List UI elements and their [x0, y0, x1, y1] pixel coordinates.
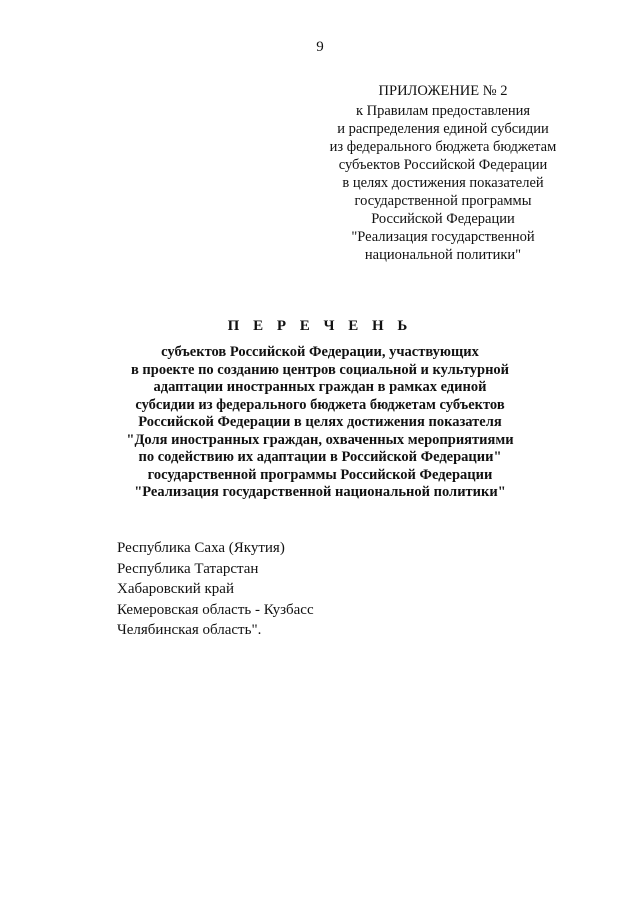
subtitle-line: по содействию их адаптации в Российской Федерации" [138, 449, 502, 465]
appendix-line: национальной политики" [364, 247, 522, 263]
region-item: Челябинская область". [117, 622, 262, 638]
appendix-title: ПРИЛОЖЕНИЕ № 2 [378, 83, 508, 99]
region-item: Хабаровский край [117, 581, 234, 597]
appendix-line: "Реализация государственной [351, 229, 535, 245]
appendix-line: в целях достижения показателей [342, 175, 544, 191]
appendix-line: государственной программы [354, 193, 532, 209]
appendix-line: и распределения единой субсидии [337, 121, 549, 137]
appendix-line: из федерального бюджета бюджетам [329, 139, 557, 155]
document-subtitle [0, 344, 640, 502]
appendix-line: субъектов Российской Федерации [338, 157, 548, 173]
region-item: Республика Саха (Якутия) [117, 540, 285, 556]
subtitle-line: субсидии из федерального бюджета бюджетам субъектов [135, 396, 505, 413]
subtitle-line: субъектов Российской Федерации, участвующих [161, 344, 479, 360]
appendix-block [325, 82, 561, 264]
page-number: 9 [316, 39, 324, 55]
region-item: Кемеровская область - Кузбасс [117, 601, 314, 618]
document-title: П Е Р Е Ч Е Н Ь [227, 318, 413, 334]
subtitle-line: государственной программы Российской Федерации [147, 466, 493, 483]
subtitle-line: адаптации иностранных граждан в рамках единой [153, 379, 487, 395]
subtitle-line: "Реализация государственной национальной политики" [134, 484, 506, 500]
region-item: Республика Татарстан [117, 560, 259, 577]
subtitle-line: в проекте по созданию центров социальной и культурной [130, 361, 510, 378]
region-list [117, 538, 314, 641]
appendix-line: к Правилам предоставления [355, 103, 531, 119]
subtitle-line: "Доля иностранных граждан, охваченных мероприятиями [126, 431, 514, 448]
subtitle-line: Российской Федерации в целях достижения показателя [138, 414, 502, 430]
appendix-line: Российской Федерации [371, 211, 515, 227]
